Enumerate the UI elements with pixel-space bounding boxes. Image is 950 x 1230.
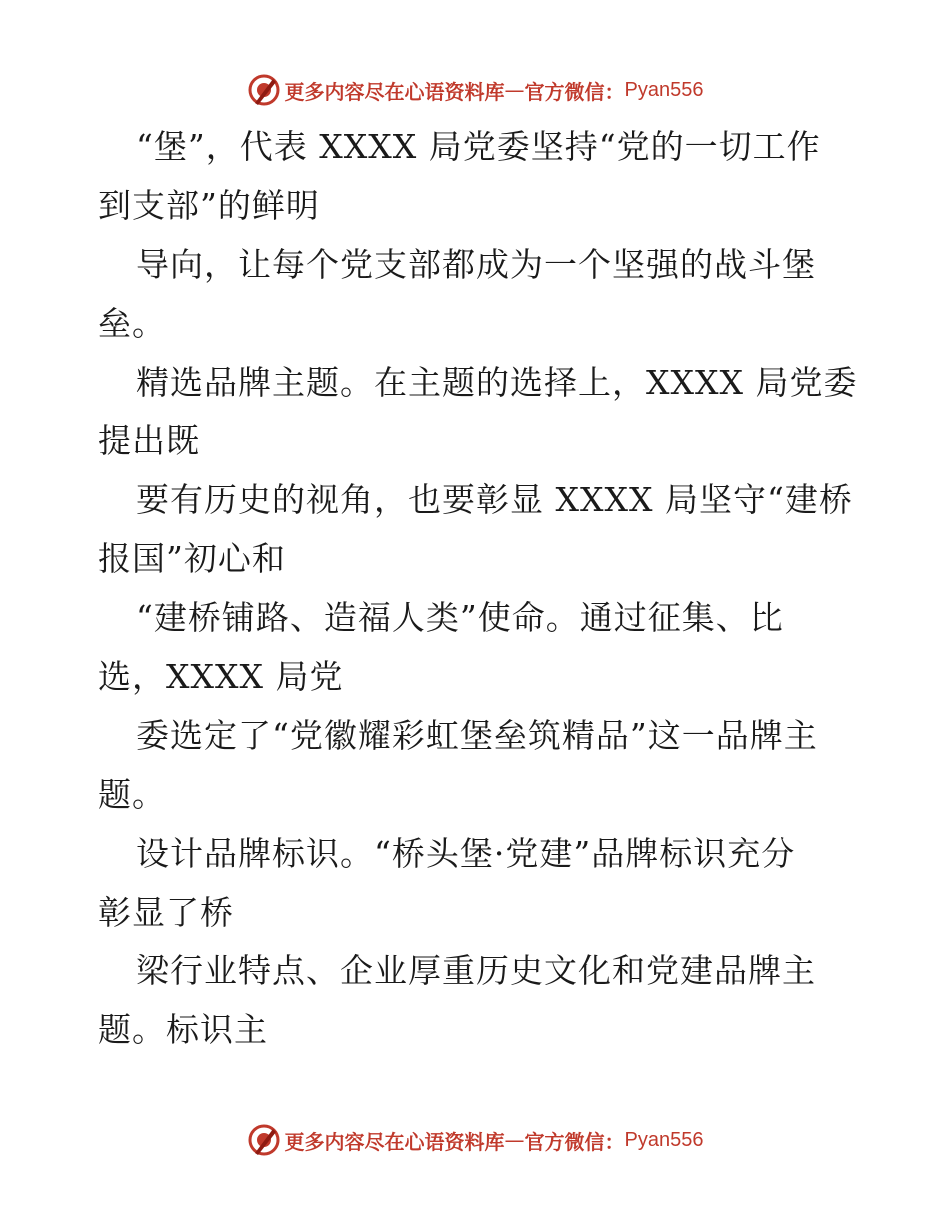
text-line: 题。 (98, 774, 166, 814)
text-line: 梁行业特点、企业厚重历史文化和党建品牌主 (136, 951, 816, 991)
text-line: 报国”初心和 (98, 539, 286, 579)
text-line: 到支部”的鲜明 (98, 185, 320, 225)
pen-logo-icon (247, 1123, 281, 1157)
footer-watermark-banner (0, 1120, 950, 1160)
text-line: 委选定了“党徽耀彩虹堡垒筑精品”这一品牌主 (136, 715, 818, 755)
text-line: “建桥铺路、造福人类”使命。通过征集、比 (136, 598, 784, 638)
banner-wechat-id: Pyan556 (624, 1128, 704, 1151)
text-line: 要有历史的视角，也要彰显 XXXX 局坚守“建桥 (136, 480, 853, 520)
text-line: 设计品牌标识。“桥头堡·党建”品牌标识充分 (136, 833, 796, 873)
document-body (98, 118, 858, 1060)
banner-official-label: 官方微信： (524, 79, 625, 104)
text-line: 提出既 (98, 421, 200, 461)
text-line: “堡”，代表 XXXX 局党委坚持“党的一切工作 (136, 127, 821, 166)
banner-text: 更多内容尽在心语资料库 (284, 79, 505, 104)
banner-official-label: 官方微信： (524, 1129, 625, 1154)
text-line: 垒。 (98, 303, 166, 343)
header-watermark-banner (0, 70, 950, 110)
text-line: 彰显了桥 (98, 892, 234, 932)
banner-separator: — (504, 78, 525, 102)
text-line: 导向，让每个党支部都成为一个坚强的战斗堡 (136, 244, 816, 284)
banner-wechat-id: Pyan556 (624, 78, 704, 101)
banner-text: 更多内容尽在心语资料库 (284, 1129, 505, 1154)
pen-logo-icon (247, 73, 281, 107)
text-line: 精选品牌主题。在主题的选择上，XXXX 局党委 (136, 362, 858, 402)
banner-separator: — (504, 1128, 525, 1152)
text-line: 题。标识主 (98, 1010, 268, 1050)
text-line: 选，XXXX 局党 (98, 657, 344, 697)
